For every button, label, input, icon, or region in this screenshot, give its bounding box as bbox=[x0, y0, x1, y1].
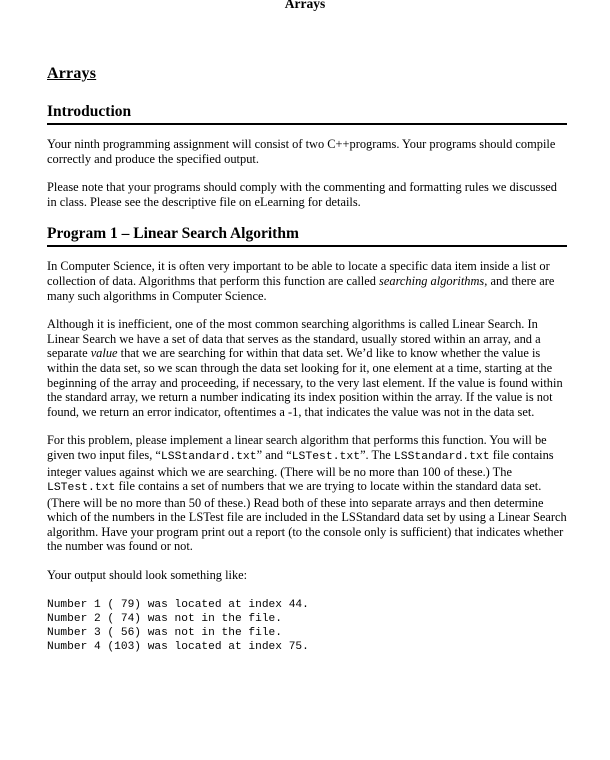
program1-paragraph-4: Your output should look something like: bbox=[47, 568, 248, 583]
output-line: Number 2 ( 74) was not in the file. bbox=[47, 612, 282, 625]
program1-paragraph-1: In Computer Science, it is often very important to be able to locate a specific data item inside a list or collection of data. Algorithms that perform this function are called searching algorithms, and there are many such algorithms in Computer Science. bbox=[47, 259, 555, 303]
section-heading-introduction: Introduction bbox=[47, 102, 567, 125]
section-heading-program-1: Program 1 – Linear Search Algorithm bbox=[47, 224, 567, 247]
output-line: Number 3 ( 56) was not in the file. bbox=[47, 626, 282, 639]
filename-lstest: LSTest.txt bbox=[291, 450, 361, 463]
running-header-title: Arrays bbox=[284, 0, 326, 11]
document-body bbox=[47, 64, 567, 654]
document-title: Arrays bbox=[47, 65, 97, 82]
filename-lstest: LSTest.txt bbox=[47, 482, 116, 495]
program1-paragraph-2: Although it is inefficient, one of the most common searching algorithms is called Linear Search. In Linear Search we have a set of data that serves as the standard, usually stored within an array, and a separate value that we are searching for within that data set. We’d like to know whether the value is within the data set, so we scan through the data set looking for it, one element at a time, starting at the beginning of the array and proceeding, if necessary, to the very last element. If the value is found within the standard array, we return a number indicating its index position within the array. If the value is not found, we return an error indicator, oftentimes a -1, that indicates the value was not in the data set. bbox=[47, 317, 563, 419]
filename-lsstandard: LSStandard.txt bbox=[160, 450, 257, 463]
sample-output-block bbox=[47, 598, 567, 654]
output-line: Number 4 (103) was located at index 75. bbox=[47, 640, 309, 653]
intro-paragraph-2: Please note that your programs should comply with the commenting and formatting rules we discussed in class. Please see the descriptive file on eLearning for details. bbox=[47, 180, 557, 209]
program1-paragraph-3: For this problem, please implement a linear search algorithm that performs this function. You will be given two input files, “LSStandard.txt” and “LSTest.txt”. The LSStandard.txt file contains integer values against which we are searching. (There will be no more than 100 of these.) The LSTest.txt file contains a set of numbers that we are trying to locate within the standard data set. (There will be no more than 50 of these.) Read both of these into separate arrays and then determine which of the numbers in the LSTest file are included in the LSStandard data set by using a Linear Search algorithm. Have your program print out a report (to the console only is sufficient) that indicates whether the number was found or not. bbox=[47, 433, 567, 554]
intro-paragraph-1: Your ninth programming assignment will consist of two C++programs. Your programs should compile correctly and produce the specified output. bbox=[47, 137, 556, 166]
output-line: Number 1 ( 79) was located at index 44. bbox=[47, 598, 309, 611]
filename-lsstandard: LSStandard.txt bbox=[393, 450, 490, 463]
